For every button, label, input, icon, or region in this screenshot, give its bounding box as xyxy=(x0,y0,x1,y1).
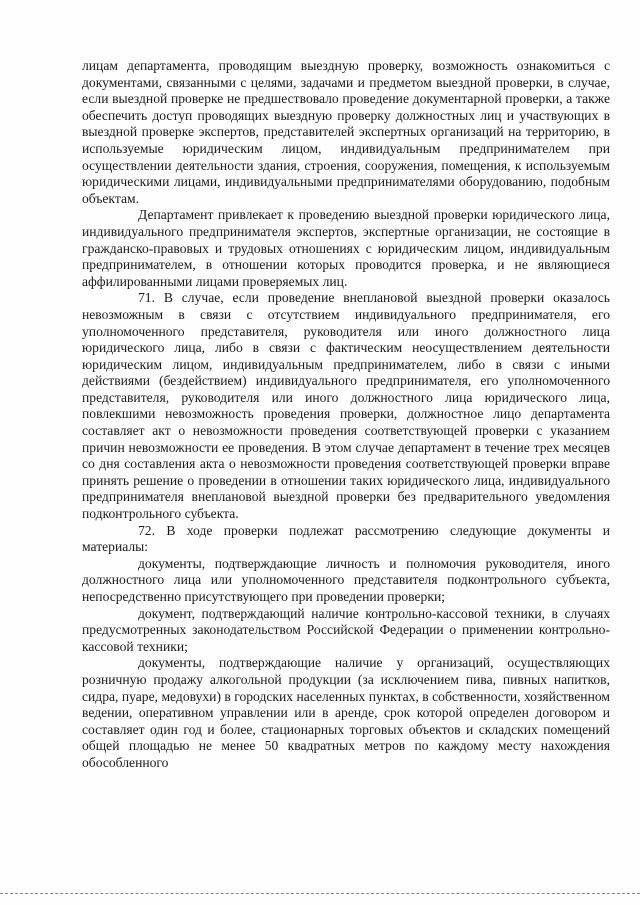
paragraph-72: 72. В ходе проверки подлежат рассмотрению следующие документы и материалы: xyxy=(82,522,610,555)
document-body xyxy=(82,58,610,772)
page-bottom-rule xyxy=(0,893,640,894)
list-item-cash-register-document: документ, подтверждающий наличие контрольно-кассовой техники, в случаях предусмотренных законодательством Российской Федерации о применении контрольно-кассовой техники; xyxy=(82,605,610,654)
list-item-identity-documents: документы, подтверждающие личность и полномочия руководителя, иного должностного лица или уполномоченного представителя подконтрольного субъекта, непосредственно присутствующего при проведении проверки; xyxy=(82,555,610,604)
paragraph-1: лицам департамента, проводящим выездную проверку, возможность ознакомиться с документами, связанными с целями, задачами и предметом выездной проверки, в случае, если выездной проверке не предшествовало проведение документарной проверки, а также обеспечить доступ проводящих выездную проверку должностных лиц и участвующих в выездной проверке экспертов, представителей экспертных организаций на территорию, в используемые юридическим лицом, индивидуальным предпринимателем при осуществлении деятельности здания, строения, сооружения, помещения, к используемым юридическими лицами, индивидуальными предпринимателями оборудованию, подобным объектам. xyxy=(82,58,610,206)
paragraph-2: Департамент привлекает к проведению выездной проверки юридического лица, индивидуального предпринимателя экспертов, экспертные организации, не состоящие в гражданско-правовых и трудовых отношениях с юридическим лицом, индивидуальным предпринимателем, в отношении которых проводится проверка, и не являющиеся аффилированными лицами проверяемых лиц. xyxy=(82,207,610,289)
list-item-alcohol-retail-documents: документы, подтверждающие наличие у организаций, осуществляющих розничную продажу алкогольной продукции (за исключением пива, пивных напитков, сидра, пуаре, медовухи) в городских населенных пунктах, в собственности, хозяйственном ведении, оперативном управлении или в аренде, срок которой определен договором и составляет один год и более, стационарных торговых объектов и складских помещений общей площадью не менее 50 квадратных метров по каждому месту нахождения обособленного xyxy=(82,655,610,770)
paragraph-71: 71. В случае, если проведение внеплановой выездной проверки оказалось невозможным в связи с отсутствием индивидуального предпринимателя, его уполномоченного представителя, руководителя или иного должностного лица юридического лица, либо в связи с фактическим неосуществлением деятельности юридическим лицом, индивидуальным предпринимателем, либо в связи с иными действиями (бездействием) индивидуального предпринимателя, его уполномоченного представителя, руководителя или иного должностного лица юридического лица, повлекшими невозможность проведения проверки, должностное лицо департамента составляет акт о невозможности проведения соответствующей проверки с указанием причин невозможности ее проведения. В этом случае департамент в течение трех месяцев со дня составления акта о невозможности проведения соответствующей проверки вправе принять решение о проведении в отношении таких юридического лица, индивидуального предпринимателя внеплановой выездной проверки без предварительного уведомления подконтрольного субъекта. xyxy=(82,290,610,522)
